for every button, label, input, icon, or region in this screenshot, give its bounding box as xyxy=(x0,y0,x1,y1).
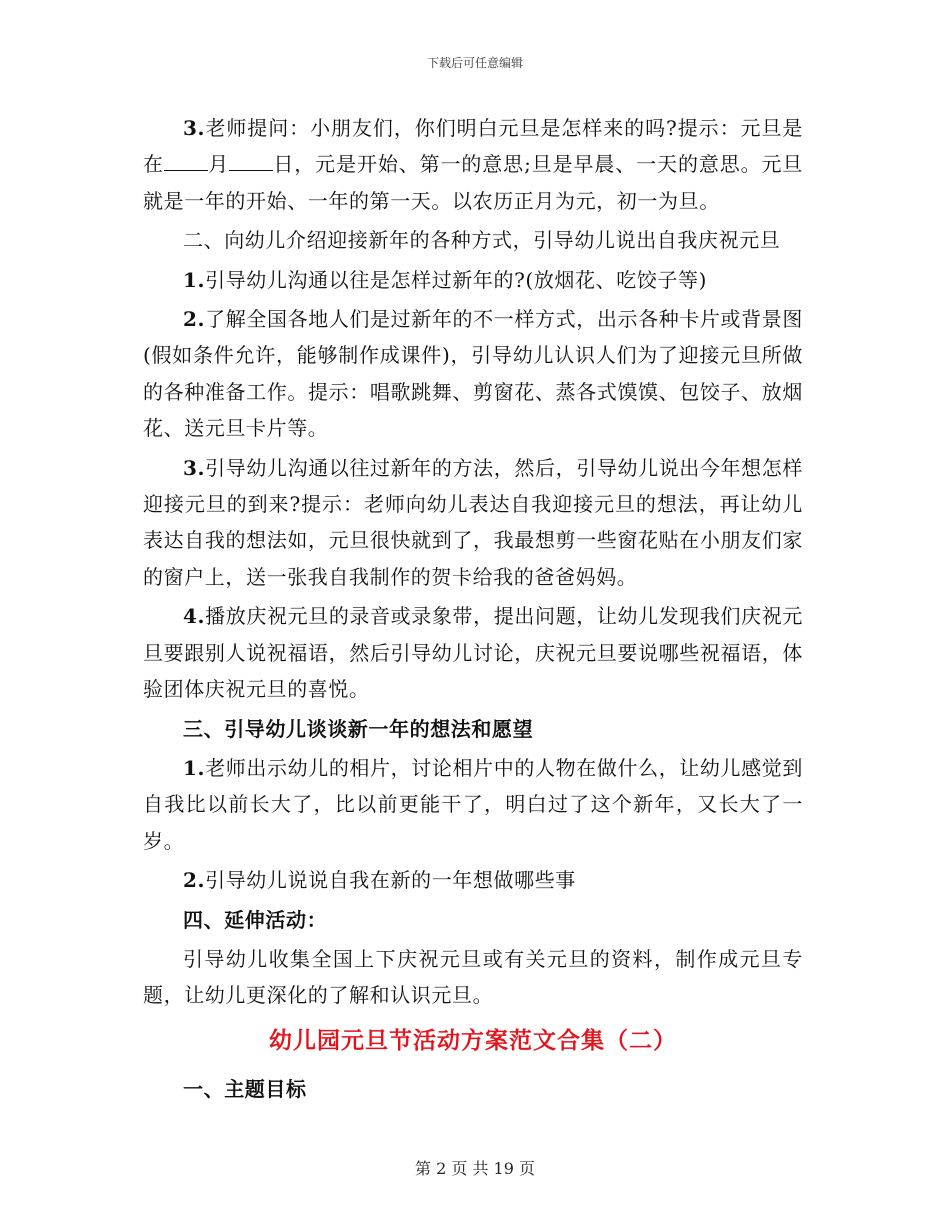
paragraph-text: 老师提问：小朋友们，你们明白元旦是怎样来的吗?提示：元旦是在 xyxy=(143,116,803,177)
paragraph-text: 老师出示幼儿的相片，讨论相片中的人物在做什么，让幼儿感觉到自我比以前长大了，比以前更能干了，明白过了这个新年，又长大了一岁。 xyxy=(143,755,803,853)
paragraph-item xyxy=(143,262,803,298)
paragraph-extension: 引导幼儿收集全国上下庆祝元旦或有关元旦的资料，制作成元旦专题，让幼儿更深化的了解和认识元旦。 xyxy=(143,946,803,1008)
paragraph-item xyxy=(143,750,803,859)
paragraph-item xyxy=(143,301,803,447)
heading-section-two: 二、向幼儿介绍迎接新年的各种方式，引导幼儿说出自我庆祝元旦 xyxy=(183,228,781,253)
fill-blank-month xyxy=(164,150,208,171)
section-title: 幼儿园元旦节活动方案范文合集（二） xyxy=(269,1026,677,1054)
paragraph-text: 日，元是开始、第一的意思;旦是早晨、一天的意思。元旦就是一年的开始、一年的第一天。以农历正月为元，初一为旦。 xyxy=(143,152,803,213)
heading-theme-goals: 一、主题目标 xyxy=(183,1076,307,1101)
heading-section-three: 三、引导幼儿谈谈新一年的想法和愿望 xyxy=(183,716,534,741)
paragraph-question xyxy=(143,110,803,219)
heading-section-four: 四、延伸活动： xyxy=(183,907,328,932)
paragraph-text: 引导幼儿沟通以往过新年的方法，然后，引导幼儿说出今年想怎样迎接元旦的到来?提示：老师向幼儿表达自我迎接元旦的想法，再让幼儿表达自我的想法如，元旦很快就到了，我最想剪一些窗花贴在小朋友们家的窗户上，送一张我自我制作的贺卡给我的爸爸妈妈。 xyxy=(143,455,803,589)
item-number: 1. xyxy=(183,755,206,780)
paragraph-text: 引导幼儿沟通以往是怎样过新年的?(放烟花、吃饺子等) xyxy=(205,267,708,292)
item-number: 2. xyxy=(183,307,206,332)
document-body xyxy=(143,110,803,1110)
paragraph-item xyxy=(143,862,803,898)
paragraph-text: 播放庆祝元旦的录音或录象带，提出问题，让幼儿发现我们庆祝元旦要跟别人说祝福语，然后引导幼儿讨论，庆祝元旦要说哪些祝福语，体验团体庆祝元旦的喜悦。 xyxy=(143,604,803,702)
page-number: 第 2 页 共 19 页 xyxy=(415,1159,535,1178)
paragraph-item xyxy=(143,598,803,707)
paragraph-text: 了解全国各地人们是过新年的不一样方式，出示各种卡片或背景图(假如条件允许，能够制作成课件)，引导幼儿认识人们为了迎接元旦所做的各种准备工作。提示：唱歌跳舞、剪窗花、蒸各式馍馍、包饺子、放烟花、送元旦卡片等。 xyxy=(143,307,803,441)
fill-blank-day xyxy=(229,150,273,171)
item-number: 4. xyxy=(183,604,206,629)
item-number: 2. xyxy=(183,868,206,893)
paragraph-text: 月 xyxy=(207,152,230,177)
item-number: 3. xyxy=(183,116,206,140)
item-number: 1. xyxy=(183,267,206,292)
paragraph-item xyxy=(143,450,803,596)
page-header-note: 下载后可任意编辑 xyxy=(426,56,523,70)
item-number: 3. xyxy=(183,455,206,480)
paragraph-text: 引导幼儿说说自我在新的一年想做哪些事 xyxy=(205,868,576,893)
